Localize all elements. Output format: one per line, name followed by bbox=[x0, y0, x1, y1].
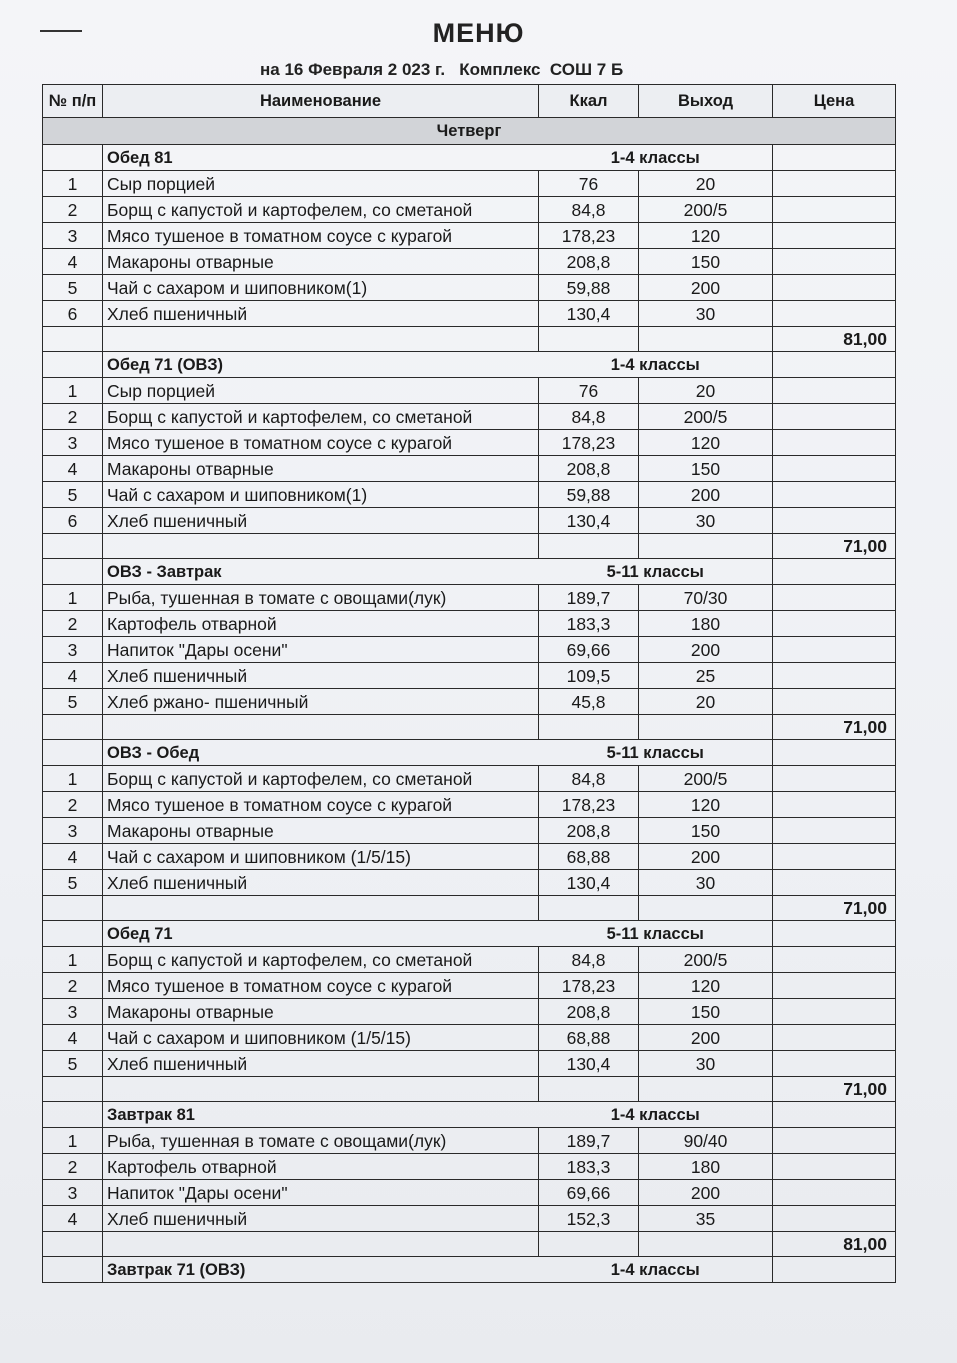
item-price bbox=[773, 275, 896, 301]
item-name: Хлеб пшеничный bbox=[103, 663, 539, 689]
section-header-row bbox=[43, 145, 896, 171]
item-kcal: 130,4 bbox=[539, 870, 639, 896]
item-kcal: 68,88 bbox=[539, 844, 639, 870]
item-output: 20 bbox=[639, 171, 773, 197]
section-price-cell bbox=[773, 559, 896, 585]
item-name: Напиток "Дары осени" bbox=[103, 1180, 539, 1206]
section-header-row bbox=[43, 559, 896, 585]
item-number: 4 bbox=[43, 249, 103, 275]
section-number-cell bbox=[43, 1257, 103, 1283]
table-row bbox=[43, 585, 896, 611]
item-number: 3 bbox=[43, 999, 103, 1025]
column-header-name: Наименование bbox=[103, 85, 539, 118]
total-blank-cell bbox=[539, 534, 639, 559]
item-kcal: 59,88 bbox=[539, 275, 639, 301]
total-blank-cell bbox=[639, 1232, 773, 1257]
item-number: 3 bbox=[43, 1180, 103, 1206]
item-name: Борщ с капустой и картофелем, со сметаной bbox=[103, 766, 539, 792]
page-title: МЕНЮ bbox=[432, 18, 525, 48]
item-output: 150 bbox=[639, 818, 773, 844]
item-number: 2 bbox=[43, 792, 103, 818]
item-name: Борщ с капустой и картофелем, со сметаной bbox=[103, 404, 539, 430]
section-name: Обед 71 bbox=[103, 921, 539, 947]
item-name: Картофель отварной bbox=[103, 1154, 539, 1180]
item-price bbox=[773, 792, 896, 818]
table-row bbox=[43, 197, 896, 223]
section-total-row bbox=[43, 1232, 896, 1257]
page-subtitle: на 16 Февраля 2 023 г. Комплекс СОШ 7 Б bbox=[260, 60, 624, 79]
total-blank-cell bbox=[103, 327, 539, 352]
section-total-row bbox=[43, 896, 896, 921]
section-total-price: 71,00 bbox=[773, 1077, 896, 1102]
item-price bbox=[773, 766, 896, 792]
section-number-cell bbox=[43, 921, 103, 947]
day-label: Четверг bbox=[43, 118, 896, 145]
table-row bbox=[43, 249, 896, 275]
item-number: 2 bbox=[43, 973, 103, 999]
item-number: 3 bbox=[43, 223, 103, 249]
item-number: 4 bbox=[43, 1206, 103, 1232]
item-name: Макароны отварные bbox=[103, 456, 539, 482]
item-name: Макароны отварные bbox=[103, 999, 539, 1025]
item-name: Напиток "Дары осени" bbox=[103, 637, 539, 663]
item-number: 1 bbox=[43, 947, 103, 973]
item-number: 6 bbox=[43, 301, 103, 327]
item-kcal: 130,4 bbox=[539, 301, 639, 327]
item-price bbox=[773, 1051, 896, 1077]
total-blank-cell bbox=[639, 534, 773, 559]
item-name: Чай с сахаром и шиповником (1/5/15) bbox=[103, 1025, 539, 1051]
item-number: 1 bbox=[43, 378, 103, 404]
total-blank-cell bbox=[639, 715, 773, 740]
item-number: 5 bbox=[43, 482, 103, 508]
item-kcal: 178,23 bbox=[539, 430, 639, 456]
item-output: 120 bbox=[639, 430, 773, 456]
item-output: 30 bbox=[639, 508, 773, 534]
total-blank-cell bbox=[43, 1077, 103, 1102]
table-row bbox=[43, 275, 896, 301]
item-kcal: 130,4 bbox=[539, 508, 639, 534]
section-total-price: 81,00 bbox=[773, 1232, 896, 1257]
item-price bbox=[773, 1206, 896, 1232]
item-output: 120 bbox=[639, 973, 773, 999]
item-name: Мясо тушеное в томатном соусе с курагой bbox=[103, 792, 539, 818]
item-output: 200/5 bbox=[639, 947, 773, 973]
total-blank-cell bbox=[539, 1232, 639, 1257]
section-classes: 1-4 классы bbox=[539, 1102, 773, 1128]
section-header-row bbox=[43, 740, 896, 766]
item-price bbox=[773, 999, 896, 1025]
section-total-price: 71,00 bbox=[773, 534, 896, 559]
item-name: Борщ с капустой и картофелем, со сметаной bbox=[103, 947, 539, 973]
item-number: 5 bbox=[43, 1051, 103, 1077]
item-kcal: 69,66 bbox=[539, 637, 639, 663]
total-blank-cell bbox=[103, 1077, 539, 1102]
table-row bbox=[43, 792, 896, 818]
item-number: 5 bbox=[43, 870, 103, 896]
section-total-row bbox=[43, 534, 896, 559]
table-row bbox=[43, 637, 896, 663]
section-header-row bbox=[43, 1102, 896, 1128]
item-price bbox=[773, 947, 896, 973]
item-output: 150 bbox=[639, 249, 773, 275]
column-header-price: Цена bbox=[773, 85, 896, 118]
item-number: 1 bbox=[43, 766, 103, 792]
item-kcal: 68,88 bbox=[539, 1025, 639, 1051]
item-name: Хлеб пшеничный bbox=[103, 301, 539, 327]
item-name: Чай с сахаром и шиповником(1) bbox=[103, 482, 539, 508]
item-kcal: 208,8 bbox=[539, 456, 639, 482]
total-blank-cell bbox=[43, 715, 103, 740]
table-row bbox=[43, 689, 896, 715]
section-name: Завтрак 71 (ОВЗ) bbox=[103, 1257, 539, 1283]
item-price bbox=[773, 1180, 896, 1206]
total-blank-cell bbox=[103, 896, 539, 921]
item-price bbox=[773, 870, 896, 896]
item-kcal: 189,7 bbox=[539, 585, 639, 611]
section-name: Завтрак 81 bbox=[103, 1102, 539, 1128]
item-name: Макароны отварные bbox=[103, 818, 539, 844]
total-blank-cell bbox=[103, 1232, 539, 1257]
section-classes: 5-11 классы bbox=[539, 921, 773, 947]
table-row bbox=[43, 301, 896, 327]
item-name: Хлеб ржано- пшеничный bbox=[103, 689, 539, 715]
section-number-cell bbox=[43, 740, 103, 766]
table-row bbox=[43, 171, 896, 197]
section-number-cell bbox=[43, 352, 103, 378]
total-blank-cell bbox=[43, 327, 103, 352]
item-name: Картофель отварной bbox=[103, 611, 539, 637]
item-output: 120 bbox=[639, 792, 773, 818]
section-number-cell bbox=[43, 145, 103, 171]
total-blank-cell bbox=[43, 1232, 103, 1257]
item-output: 30 bbox=[639, 1051, 773, 1077]
table-row bbox=[43, 999, 896, 1025]
item-price bbox=[773, 223, 896, 249]
table-row bbox=[43, 1051, 896, 1077]
item-name: Борщ с капустой и картофелем, со сметаной bbox=[103, 197, 539, 223]
item-output: 25 bbox=[639, 663, 773, 689]
item-output: 200 bbox=[639, 275, 773, 301]
item-output: 30 bbox=[639, 301, 773, 327]
item-price bbox=[773, 663, 896, 689]
item-name: Сыр порцией bbox=[103, 171, 539, 197]
column-header-number: № п/п bbox=[43, 85, 103, 118]
item-kcal: 183,3 bbox=[539, 611, 639, 637]
table-row bbox=[43, 482, 896, 508]
item-number: 2 bbox=[43, 611, 103, 637]
item-output: 200/5 bbox=[639, 404, 773, 430]
section-total-row bbox=[43, 1077, 896, 1102]
section-price-cell bbox=[773, 740, 896, 766]
total-blank-cell bbox=[639, 327, 773, 352]
section-header-row bbox=[43, 921, 896, 947]
item-output: 180 bbox=[639, 611, 773, 637]
table-row bbox=[43, 456, 896, 482]
section-total-row bbox=[43, 715, 896, 740]
item-price bbox=[773, 611, 896, 637]
table-header-row bbox=[43, 85, 896, 118]
menu-table bbox=[42, 84, 896, 1283]
item-price bbox=[773, 404, 896, 430]
item-number: 4 bbox=[43, 1025, 103, 1051]
section-total-price: 71,00 bbox=[773, 715, 896, 740]
table-row bbox=[43, 430, 896, 456]
item-kcal: 189,7 bbox=[539, 1128, 639, 1154]
item-kcal: 76 bbox=[539, 171, 639, 197]
section-classes: 5-11 классы bbox=[539, 740, 773, 766]
table-row bbox=[43, 1180, 896, 1206]
table-row bbox=[43, 1025, 896, 1051]
item-price bbox=[773, 1128, 896, 1154]
item-number: 3 bbox=[43, 430, 103, 456]
item-output: 180 bbox=[639, 1154, 773, 1180]
item-output: 200/5 bbox=[639, 766, 773, 792]
item-price bbox=[773, 844, 896, 870]
item-name: Мясо тушеное в томатном соусе с курагой bbox=[103, 223, 539, 249]
item-name: Рыба, тушенная в томате с овощами(лук) bbox=[103, 585, 539, 611]
item-price bbox=[773, 456, 896, 482]
item-number: 1 bbox=[43, 171, 103, 197]
item-name: Хлеб пшеничный bbox=[103, 870, 539, 896]
item-kcal: 178,23 bbox=[539, 223, 639, 249]
table-row bbox=[43, 766, 896, 792]
item-price bbox=[773, 482, 896, 508]
item-number: 3 bbox=[43, 637, 103, 663]
table-row bbox=[43, 404, 896, 430]
item-kcal: 208,8 bbox=[539, 999, 639, 1025]
section-total-row bbox=[43, 327, 896, 352]
total-blank-cell bbox=[639, 896, 773, 921]
table-row bbox=[43, 508, 896, 534]
item-output: 200 bbox=[639, 482, 773, 508]
item-output: 200/5 bbox=[639, 197, 773, 223]
item-name: Хлеб пшеничный bbox=[103, 1206, 539, 1232]
section-price-cell bbox=[773, 352, 896, 378]
item-kcal: 84,8 bbox=[539, 404, 639, 430]
item-kcal: 208,8 bbox=[539, 818, 639, 844]
item-price bbox=[773, 689, 896, 715]
table-row bbox=[43, 663, 896, 689]
section-name: ОВЗ - Обед bbox=[103, 740, 539, 766]
table-row bbox=[43, 1206, 896, 1232]
item-output: 150 bbox=[639, 456, 773, 482]
item-price bbox=[773, 637, 896, 663]
item-price bbox=[773, 171, 896, 197]
item-output: 200 bbox=[639, 844, 773, 870]
column-header-output: Выход bbox=[639, 85, 773, 118]
item-kcal: 178,23 bbox=[539, 792, 639, 818]
item-kcal: 109,5 bbox=[539, 663, 639, 689]
table-row bbox=[43, 818, 896, 844]
table-row bbox=[43, 973, 896, 999]
item-name: Мясо тушеное в томатном соусе с курагой bbox=[103, 430, 539, 456]
section-header-row bbox=[43, 1257, 896, 1283]
table-row bbox=[43, 378, 896, 404]
item-output: 200 bbox=[639, 1025, 773, 1051]
total-blank-cell bbox=[103, 534, 539, 559]
section-number-cell bbox=[43, 559, 103, 585]
item-number: 6 bbox=[43, 508, 103, 534]
item-number: 2 bbox=[43, 1154, 103, 1180]
item-output: 20 bbox=[639, 378, 773, 404]
item-output: 200 bbox=[639, 637, 773, 663]
item-price bbox=[773, 197, 896, 223]
item-name: Хлеб пшеничный bbox=[103, 1051, 539, 1077]
item-number: 1 bbox=[43, 1128, 103, 1154]
section-classes: 1-4 классы bbox=[539, 145, 773, 171]
item-price bbox=[773, 585, 896, 611]
item-kcal: 130,4 bbox=[539, 1051, 639, 1077]
section-total-price: 81,00 bbox=[773, 327, 896, 352]
item-name: Сыр порцией bbox=[103, 378, 539, 404]
total-blank-cell bbox=[103, 715, 539, 740]
item-kcal: 152,3 bbox=[539, 1206, 639, 1232]
table-row bbox=[43, 611, 896, 637]
section-name: Обед 71 (ОВЗ) bbox=[103, 352, 539, 378]
item-kcal: 59,88 bbox=[539, 482, 639, 508]
section-classes: 1-4 классы bbox=[539, 1257, 773, 1283]
section-total-price: 71,00 bbox=[773, 896, 896, 921]
item-kcal: 178,23 bbox=[539, 973, 639, 999]
item-price bbox=[773, 1154, 896, 1180]
item-name: Чай с сахаром и шиповником (1/5/15) bbox=[103, 844, 539, 870]
item-name: Рыба, тушенная в томате с овощами(лук) bbox=[103, 1128, 539, 1154]
item-price bbox=[773, 301, 896, 327]
item-number: 5 bbox=[43, 275, 103, 301]
section-number-cell bbox=[43, 1102, 103, 1128]
item-kcal: 183,3 bbox=[539, 1154, 639, 1180]
item-number: 5 bbox=[43, 689, 103, 715]
item-price bbox=[773, 430, 896, 456]
total-blank-cell bbox=[43, 534, 103, 559]
table-row bbox=[43, 223, 896, 249]
item-name: Хлеб пшеничный bbox=[103, 508, 539, 534]
item-number: 4 bbox=[43, 844, 103, 870]
total-blank-cell bbox=[539, 327, 639, 352]
section-classes: 1-4 классы bbox=[539, 352, 773, 378]
section-header-row bbox=[43, 352, 896, 378]
section-price-cell bbox=[773, 1102, 896, 1128]
day-row bbox=[43, 118, 896, 145]
item-kcal: 208,8 bbox=[539, 249, 639, 275]
column-header-kcal: Ккал bbox=[539, 85, 639, 118]
table-row bbox=[43, 844, 896, 870]
item-name: Чай с сахаром и шиповником(1) bbox=[103, 275, 539, 301]
item-output: 90/40 bbox=[639, 1128, 773, 1154]
table-row bbox=[43, 947, 896, 973]
item-number: 4 bbox=[43, 663, 103, 689]
item-output: 200 bbox=[639, 1180, 773, 1206]
total-blank-cell bbox=[43, 896, 103, 921]
table-row bbox=[43, 1154, 896, 1180]
total-blank-cell bbox=[639, 1077, 773, 1102]
item-kcal: 84,8 bbox=[539, 766, 639, 792]
item-output: 70/30 bbox=[639, 585, 773, 611]
section-price-cell bbox=[773, 921, 896, 947]
section-price-cell bbox=[773, 1257, 896, 1283]
item-output: 30 bbox=[639, 870, 773, 896]
item-price bbox=[773, 249, 896, 275]
item-output: 120 bbox=[639, 223, 773, 249]
item-output: 150 bbox=[639, 999, 773, 1025]
total-blank-cell bbox=[539, 896, 639, 921]
section-name: ОВЗ - Завтрак bbox=[103, 559, 539, 585]
table-row bbox=[43, 1128, 896, 1154]
section-price-cell bbox=[773, 145, 896, 171]
item-number: 1 bbox=[43, 585, 103, 611]
item-output: 35 bbox=[639, 1206, 773, 1232]
item-price bbox=[773, 378, 896, 404]
total-blank-cell bbox=[539, 715, 639, 740]
item-number: 2 bbox=[43, 404, 103, 430]
item-name: Макароны отварные bbox=[103, 249, 539, 275]
item-number: 2 bbox=[43, 197, 103, 223]
total-blank-cell bbox=[539, 1077, 639, 1102]
item-number: 3 bbox=[43, 818, 103, 844]
item-price bbox=[773, 818, 896, 844]
item-output: 20 bbox=[639, 689, 773, 715]
section-name: Обед 81 bbox=[103, 145, 539, 171]
item-number: 4 bbox=[43, 456, 103, 482]
item-price bbox=[773, 1025, 896, 1051]
section-classes: 5-11 классы bbox=[539, 559, 773, 585]
item-kcal: 76 bbox=[539, 378, 639, 404]
item-kcal: 45,8 bbox=[539, 689, 639, 715]
item-kcal: 84,8 bbox=[539, 947, 639, 973]
table-row bbox=[43, 870, 896, 896]
item-price bbox=[773, 508, 896, 534]
item-kcal: 69,66 bbox=[539, 1180, 639, 1206]
item-price bbox=[773, 973, 896, 999]
item-name: Мясо тушеное в томатном соусе с курагой bbox=[103, 973, 539, 999]
item-kcal: 84,8 bbox=[539, 197, 639, 223]
